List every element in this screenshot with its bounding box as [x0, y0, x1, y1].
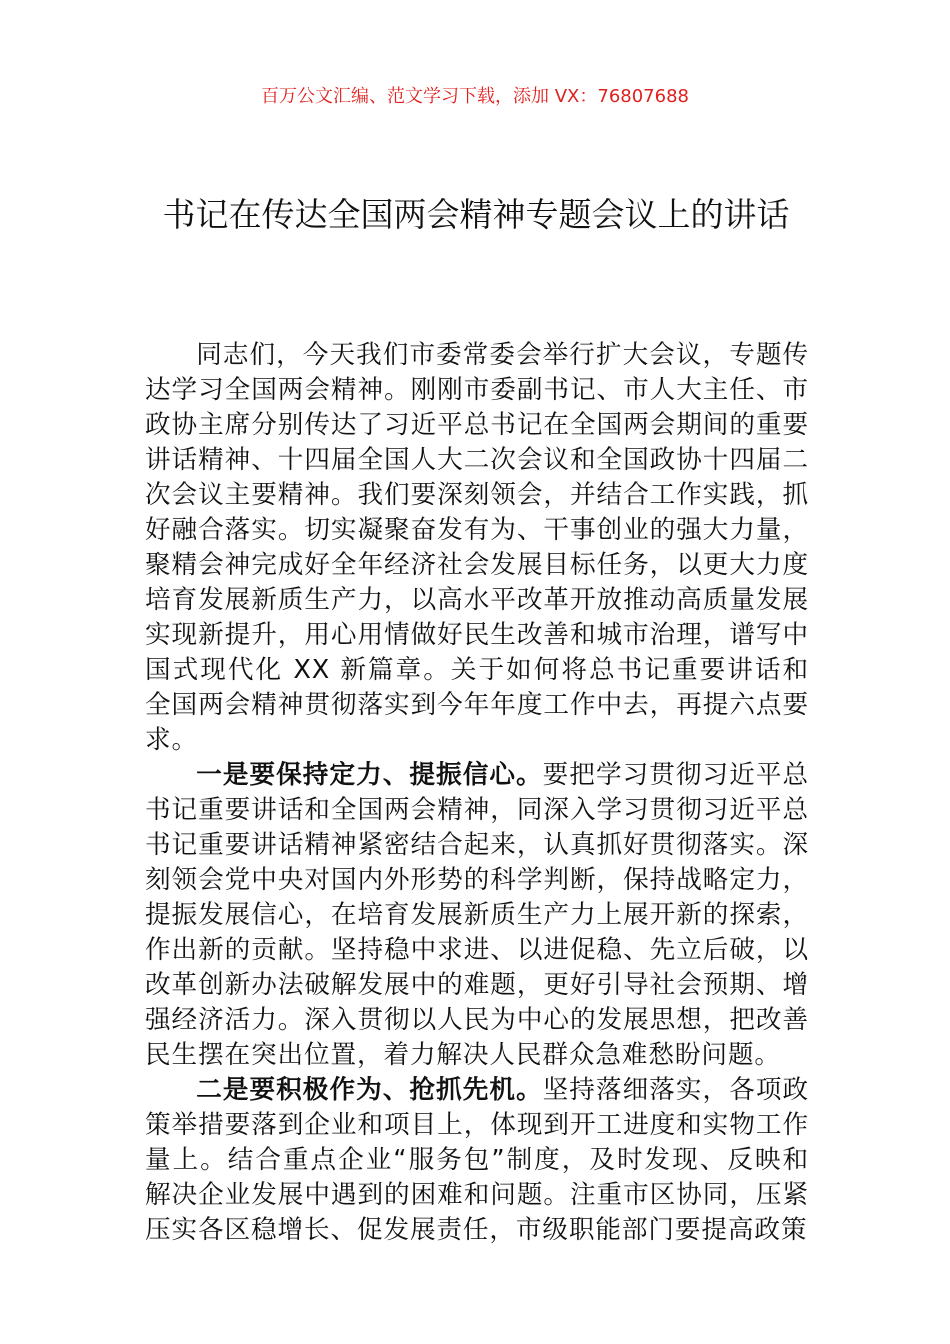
paragraph-lead: 一是要保持定力、提振信心。: [196, 760, 543, 790]
paragraph-text: 坚持落细落实，各项政策举措要落到企业和项目上，体现到开工进度和实物工作量上。结合重点企业“服务包”制度，及时发现、反映和解决企业发展中遇到的困难和问题。注重市区协同，压紧压实各区稳增长、促发展责任，市级职能部门要提高政策: [145, 1075, 809, 1245]
paragraph-text: 要把学习贯彻习近平总书记重要讲话和全国两会精神，同深入学习贯彻习近平总书记重要讲话精神紧密结合起来，认真抓好贯彻落实。深刻领会党中央对国内外形势的科学判断，保持战略定力，提振发展信心，在培育发展新质生产力上展开新的探索，作出新的贡献。坚持稳中求进、以进促稳、先立后破，以改革创新办法破解发展中的难题，更好引导社会预期、增强经济活力。深入贯彻以人民为中心的发展思想，把改善民生摆在突出位置，着力解决人民群众急难愁盼问题。: [145, 760, 809, 1070]
paragraph-point-two: [145, 1073, 809, 1248]
watermark-banner: 百万公文汇编、范文学习下载，添加 VX：76807688: [261, 86, 689, 107]
paragraph-text: 同志们，今天我们市委常委会举行扩大会议，专题传达学习全国两会精神。刚刚市委副书记、市人大主任、市政协主席分别传达了习近平总书记在全国两会期间的重要讲话精神、十四届全国人大二次会议和全国政协十四届二次会议主要精神。我们要深刻领会，并结合工作实践，抓好融合落实。切实凝聚奋发有为、干事创业的强大力量，聚精会神完成好全年经济社会发展目标任务，以更大力度培育发展新质生产力，以高水平改革开放推动高质量发展实现新提升，用心用情做好民生改善和城市治理，谱写中国式现代化 XX 新篇章。关于如何将总书记重要讲话和全国两会精神贯彻落实到今年年度工作中去，再提六点要求。: [145, 340, 809, 755]
paragraph-lead: 二是要积极作为、抢抓先机。: [196, 1075, 543, 1105]
document-title: 书记在传达全国两会精神专题会议上的讲话: [162, 195, 790, 234]
document-body: [145, 338, 809, 1248]
paragraph-point-one: [145, 758, 809, 1073]
paragraph-intro: [145, 338, 809, 758]
